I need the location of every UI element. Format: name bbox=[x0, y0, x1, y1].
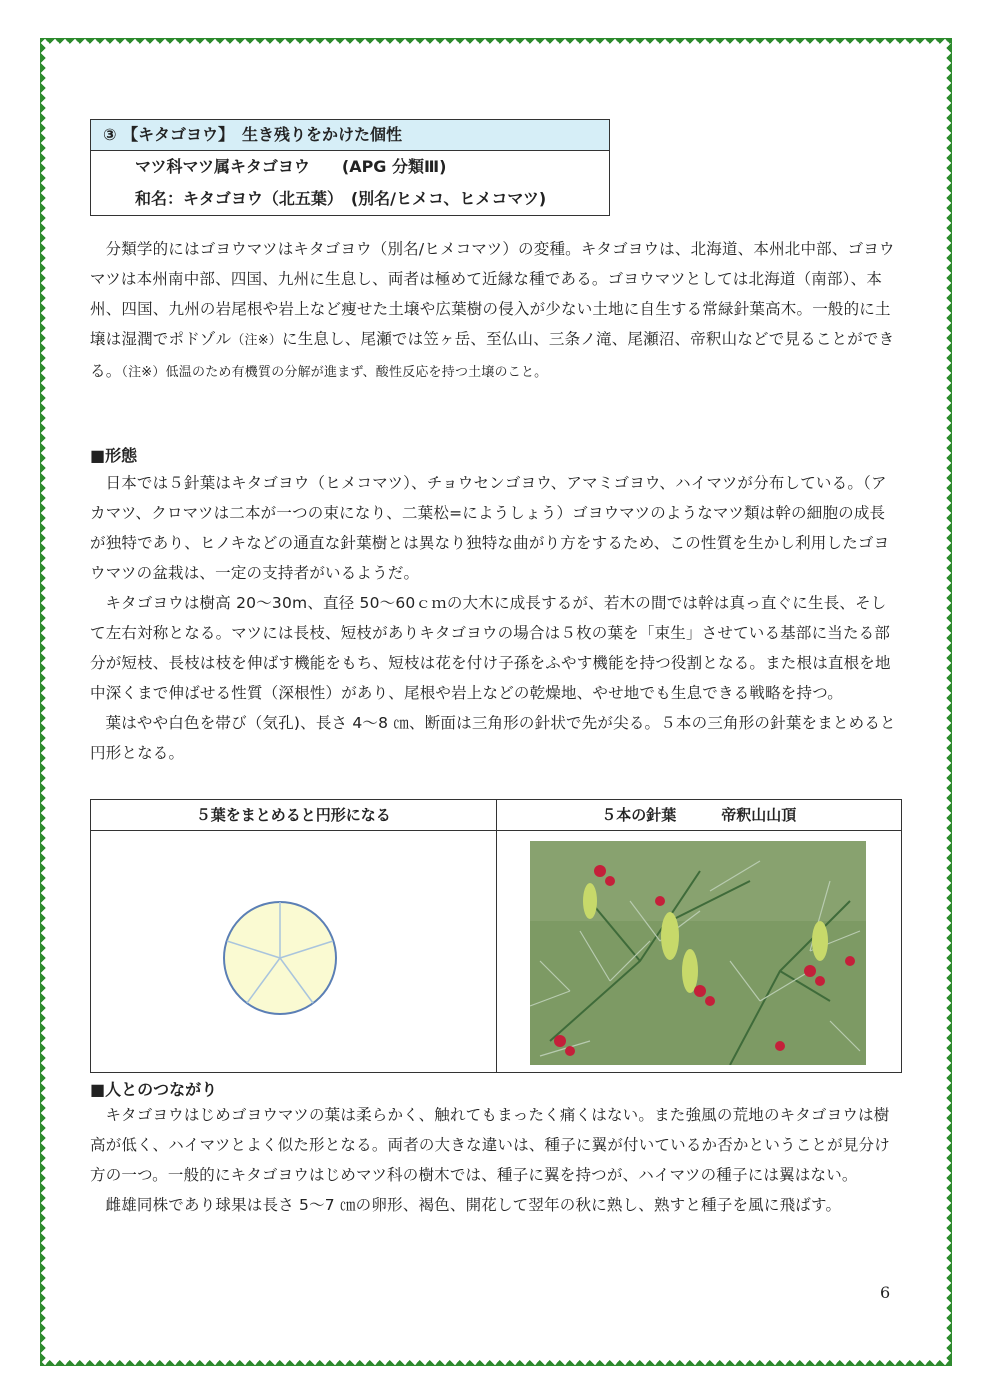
intro-text: 分類学的にはゴヨウマツはキタゴヨウ（別名/ヒメコマツ）の変種。キタゴヨウは、北海道、本州北中部、ゴヨウマツは本州南中部、四国、九州に生息し、両者は極めて近縁な種である。ゴヨウマツとしては北海道（南部）、本州、四国、九州の岩尾根や岩上など痩せた土壌や広葉樹の侵入が少ない土地に自生する常緑針葉高木。一般的に土壌は湿潤でポドゾル bbox=[90, 240, 895, 348]
figure-table-body bbox=[91, 831, 901, 1072]
section-heading-morphology: ■形態 bbox=[90, 446, 138, 465]
intro-paragraph bbox=[90, 234, 900, 388]
intro-text-continued: に生息し、尾瀬では笠ヶ岳、至仏山、三条ノ滝、尾瀬沼、帝釈山などで見ることができる。 bbox=[90, 330, 895, 380]
species-classification: マツ科マツ属キタゴヨウ (APG 分類Ⅲ) bbox=[135, 157, 447, 176]
figure-table bbox=[90, 799, 902, 1073]
human-connection-section bbox=[90, 1100, 900, 1220]
five-needle-circle-diagram bbox=[91, 831, 495, 1072]
human-connection-paragraph-1: キタゴヨウはじめゴヨウマツの葉は柔らかく、触れてもまったく痛くはない。また強風の荒地のキタゴヨウは樹高が低く、ハイマツとよく似た形となる。両者の大きな違いは、種子に翼が付いているか否かということが見分け方の一つ。一般的にキタゴヨウはじめマツ科の樹木では、種子に翼を持つが、ハイマツの種子には翼はない。 bbox=[90, 1106, 890, 1184]
intro-footnote: （注※）低温のため有機質の分解が進まず、酸性反応を持つ土壌のこと。 bbox=[121, 365, 548, 380]
decorative-border-right bbox=[938, 38, 952, 1366]
morphology-section bbox=[90, 468, 900, 768]
page-number: 6 bbox=[880, 1283, 891, 1302]
species-title-box bbox=[90, 119, 610, 216]
intro-note-mark: （注※） bbox=[231, 333, 283, 348]
morphology-paragraph-3: 葉はやや白色を帯び（気孔)、長さ 4～8 ㎝、断面は三角形の針状で先が尖る。５本の三角形の針葉をまとめると円形となる。 bbox=[90, 714, 896, 762]
figure-left-caption: ５葉をまとめると円形になる bbox=[91, 800, 497, 830]
photo-cell bbox=[497, 831, 902, 1072]
figure-table-header bbox=[91, 800, 901, 831]
section-heading-human-connection: ■人とのつながり bbox=[90, 1080, 218, 1099]
morphology-paragraph-1: 日本では５針葉はキタゴヨウ（ヒメコマツ）、チョウセンゴヨウ、アマミゴヨウ、ハイマツが分布している。（アカマツ、クロマツは二本が一つの束になり、二葉松=にようしょう）ゴヨウマツのようなマツ類は幹の細胞の成長が独特であり、ヒノキなどの通直な針葉樹とは異なり独特な曲がり方をするため、この性質を生かし利用したゴヨウマツの盆栽は、一定の支持者がいるようだ。 bbox=[90, 474, 890, 582]
species-title: ③ 【キタゴヨウ】 生き残りをかけた個性 bbox=[91, 120, 609, 151]
pine-needles-photo bbox=[530, 841, 866, 1065]
figure-right-caption: ５本の針葉 帝釈山山頂 bbox=[601, 806, 797, 824]
morphology-paragraph-2: キタゴヨウは樹高 20～30m、直径 50～60ｃｍの大木に成長するが、若木の間では幹は真っ直ぐに生長、そして左右対称となる。マツには長枝、短枝がありキタゴヨウの場合は５枚の葉を「束生」させている基部に当たる部分が短枝、長枝は枝を伸ばす機能をもち、短枝は花を付け子孫をふやす機能を持つ役割となる。また根は直根を地中深くまで伸ばせる性質（深根性）があり、尾根や岩上などの乾燥地、やせ地でも生息できる戦略を持つ。 bbox=[90, 594, 891, 702]
decorative-border-top bbox=[40, 38, 952, 52]
human-connection-paragraph-2: 雌雄同株であり球果は長さ 5～7 ㎝の卵形、褐色、開花して翌年の秋に熟し、熟すと種子を風に飛ばす。 bbox=[105, 1196, 842, 1214]
decorative-border-bottom bbox=[40, 1352, 952, 1366]
species-japanese-name: 和名：キタゴヨウ（北五葉） (別名/ヒメコ、ヒメコマツ) bbox=[135, 189, 547, 208]
decorative-border-left bbox=[40, 38, 54, 1366]
circle-diagram-cell bbox=[91, 831, 497, 1072]
